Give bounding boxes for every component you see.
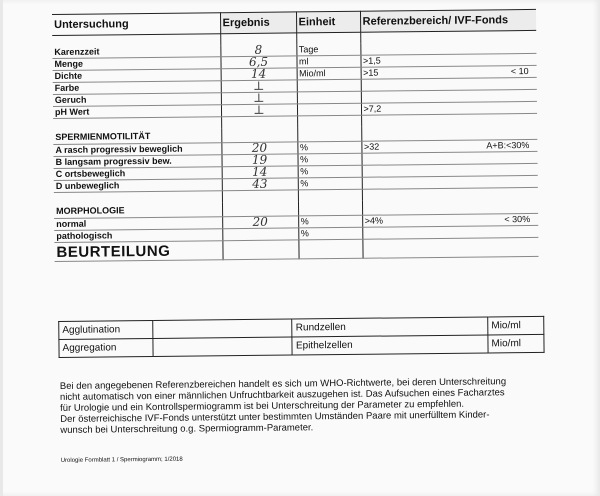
disclaimer-line: nicht automatisch von einer männlichen Unfruchtbarkeit auszugehen ist. Das Aufsuchen eines Facharztes [59, 387, 505, 403]
row-ref: >4% [364, 215, 383, 226]
row-unit: % [297, 141, 361, 154]
row-ref: >32 [363, 141, 380, 152]
disclaimer-text [60, 376, 561, 436]
row-result: ⊥ [221, 104, 297, 117]
aggregation-value [153, 337, 293, 356]
row-result: 6,5 [220, 56, 296, 69]
beurteilung-row [54, 237, 538, 261]
row-result: 20 [222, 216, 298, 229]
row-ref: >15 [363, 67, 379, 78]
row-unit: % [298, 165, 362, 178]
disclaimer-line: für Urologie und ein Kontrollspermiogramm ist bei Unterschreitung der Parameter zu empfehlen. [60, 398, 465, 414]
row-label: normal [54, 217, 222, 231]
row-label: pathologisch [54, 229, 222, 243]
cells-table [58, 316, 544, 358]
row-unit: % [297, 153, 361, 166]
header-einheit: Einheit [296, 11, 360, 33]
row-unit: % [298, 215, 362, 228]
row-label: Karenzzeit [52, 45, 220, 58]
page-edge [0, 0, 3, 496]
row-ref: >1,5 [362, 55, 381, 66]
section-morphologie-title: MORPHOLOGIE [54, 202, 222, 218]
epithelzellen-unit: Mio/ml [488, 334, 544, 353]
row-label: Geruch [53, 93, 221, 107]
row-result: 20 [221, 142, 297, 155]
row-unit: Tage [296, 44, 360, 56]
row-unit [297, 103, 361, 116]
row-ivf: < 30% [504, 214, 531, 225]
row-ivf: A+B:<30% [486, 140, 530, 151]
row-label: Dichte [53, 69, 221, 83]
disclaimer-line: Bei den angegebenen Referenzbereichen handelt es sich um WHO-Richtwerte, bei deren Unterschreitung [59, 376, 507, 392]
section-motilitaet-title: SPERMIENMOTILITÄT [53, 128, 221, 144]
row-result: 43 [222, 178, 298, 191]
header-untersuchung: Untersuchung [52, 13, 220, 36]
row-result: 14 [221, 68, 297, 81]
disclaimer-line: wunsch bei Unterschreitung o.g. Spermiogramm-Parameter. [60, 422, 314, 436]
header-referenz: Referenzbereich/ IVF-Fonds [360, 9, 536, 32]
rundzellen-label: Rundzellen [292, 317, 488, 337]
disclaimer-line: Der österreichische IVF-Fonds unterstützt unter bestimmten Umständen Paare mit unerfülltem Kinder- [60, 409, 490, 425]
row-result: 14 [222, 166, 298, 179]
row-label: A rasch progressiv beweglich [53, 143, 221, 157]
row-ivf: < 10 [510, 66, 529, 77]
aggregation-label: Aggregation [59, 338, 153, 357]
row-unit: % [298, 227, 362, 240]
form-content [52, 8, 600, 496]
beurteilung-heading: BEURTEILUNG [54, 241, 222, 262]
row-label: Farbe [53, 81, 221, 95]
row-unit: ml [296, 55, 360, 68]
row-unit: Mio/ml [297, 67, 361, 80]
row-unit [297, 79, 361, 92]
row-label: C ortsbeweglich [54, 167, 222, 181]
row-result [222, 228, 298, 241]
row-result: ⊥ [221, 80, 297, 93]
row-ref: >7,2 [363, 103, 382, 114]
row-label: pH Wert [53, 105, 221, 119]
row-result: ⊥ [221, 92, 297, 105]
epithelzellen-label: Epithelzellen [292, 335, 488, 355]
row-result: 19 [221, 154, 297, 167]
header-ergebnis: Ergebnis [220, 12, 296, 34]
table-row [59, 334, 544, 357]
row-unit: % [298, 177, 362, 190]
form-footer: Urologie Formblatt 1 / Spermiogramm; 1/2018 [60, 456, 183, 464]
row-result: 8 [220, 44, 296, 56]
row-unit [297, 91, 361, 104]
row-label: B langsam progressiv bew. [53, 155, 221, 169]
row-label: D unbeweglich [54, 179, 222, 193]
results-table [52, 9, 539, 262]
agglutination-label: Agglutination [59, 320, 153, 339]
agglutination-value [153, 319, 293, 338]
row-label: Menge [52, 57, 220, 71]
rundzellen-unit: Mio/ml [488, 316, 544, 335]
